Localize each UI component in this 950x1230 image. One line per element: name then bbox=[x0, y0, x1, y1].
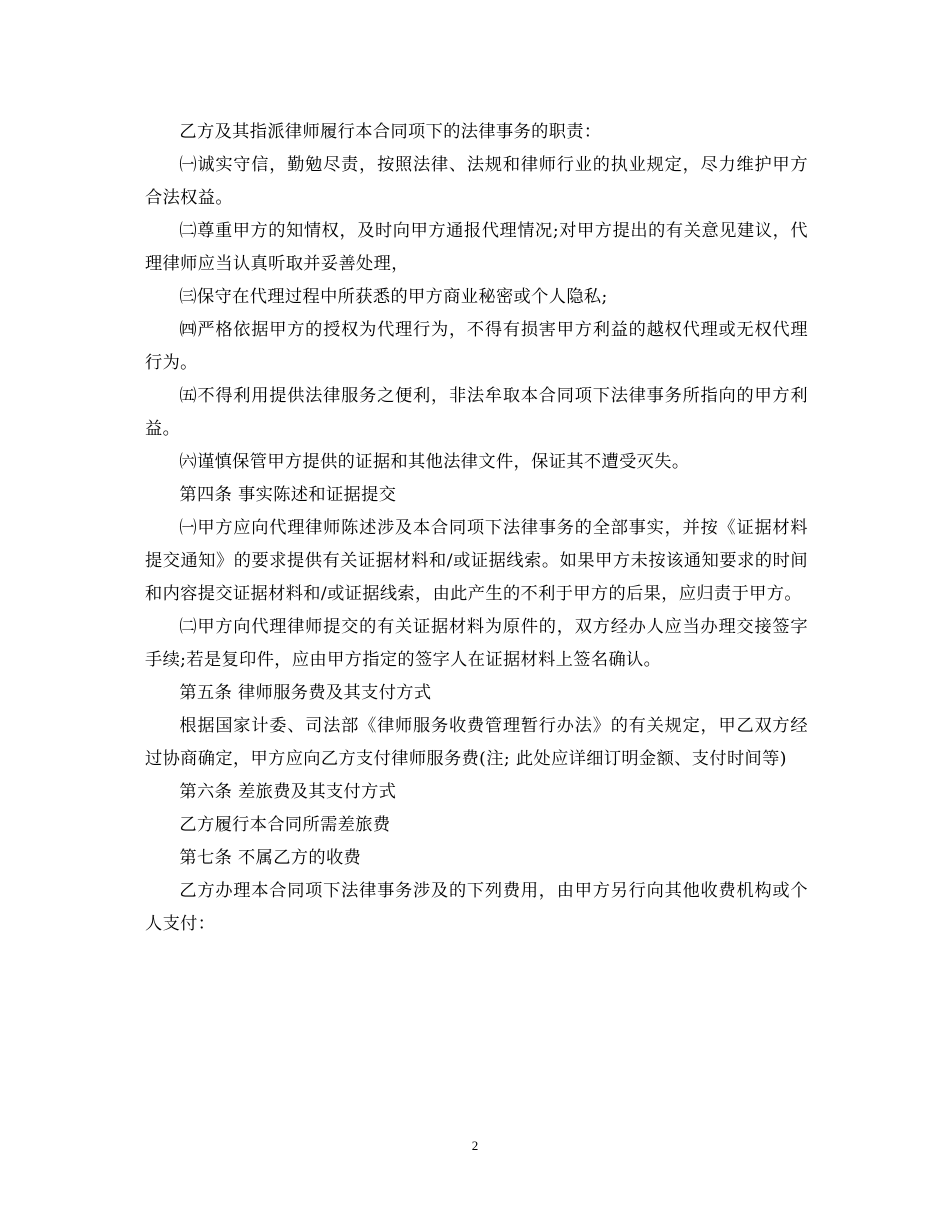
paragraph-duty-2: ㈡尊重甲方的知情权，及时向甲方通报代理情况;对甲方提出的有关意见建议，代理律师应当认真听取并妥善处理， bbox=[145, 221, 808, 274]
article-6-heading: 第六条 差旅费及其支付方式 bbox=[179, 782, 397, 802]
article-4-heading: 第四条 事实陈述和证据提交 bbox=[179, 485, 397, 505]
paragraph-article-7-body: 乙方办理本合同项下法律事务涉及的下列费用，由甲方另行向其他收费机构或个人支付： bbox=[145, 881, 808, 934]
article-7-heading: 第七条 不属乙方的收费 bbox=[179, 848, 362, 868]
paragraph-duty-4: ㈣严格依据甲方的授权为代理行为，不得有损害甲方利益的越权代理或无权代理行为。 bbox=[145, 320, 808, 373]
article-5-heading: 第五条 律师服务费及其支付方式 bbox=[179, 683, 432, 703]
paragraph-duties-intro: 乙方及其指派律师履行本合同项下的法律事务的职责： bbox=[179, 122, 602, 142]
paragraph-duty-5: ㈤不得利用提供法律服务之便利，非法牟取本合同项下法律事务所指向的甲方利益。 bbox=[145, 386, 808, 439]
paragraph-article-5-body: 根据国家计委、司法部《律师服务收费管理暂行办法》的有关规定，甲乙双方经过协商确定，甲方应向乙方支付律师服务费(注; 此处应详细订明金额、支付时间等) bbox=[145, 716, 808, 769]
paragraph-article-4-item-2: ㈡甲方向代理律师提交的有关证据材料为原件的，双方经办人应当办理交接签字手续;若是复印件，应由甲方指定的签字人在证据材料上签名确认。 bbox=[145, 617, 808, 670]
paragraph-duty-3: ㈢保守在代理过程中所获悉的甲方商业秘密或个人隐私; bbox=[179, 287, 608, 307]
paragraph-article-4-item-1: ㈠甲方应向代理律师陈述涉及本合同项下法律事务的全部事实，并按《证据材料提交通知》的要求提供有关证据材料和/或证据线索。如果甲方未按该通知要求的时间和内容提交证据材料和/或证据线索，由此产生的不利于甲方的后果，应归责于甲方。 bbox=[145, 518, 808, 604]
paragraph-duty-6: ㈥谨慎保管甲方提供的证据和其他法律文件，保证其不遭受灭失。 bbox=[179, 452, 690, 472]
paragraph-duty-1: ㈠诚实守信，勤勉尽责，按照法律、法规和律师行业的执业规定，尽力维护甲方合法权益。 bbox=[145, 155, 808, 208]
paragraph-article-6-body: 乙方履行本合同所需差旅费 bbox=[179, 815, 391, 835]
document-body bbox=[145, 116, 808, 941]
page-number: 2 bbox=[471, 1138, 479, 1153]
